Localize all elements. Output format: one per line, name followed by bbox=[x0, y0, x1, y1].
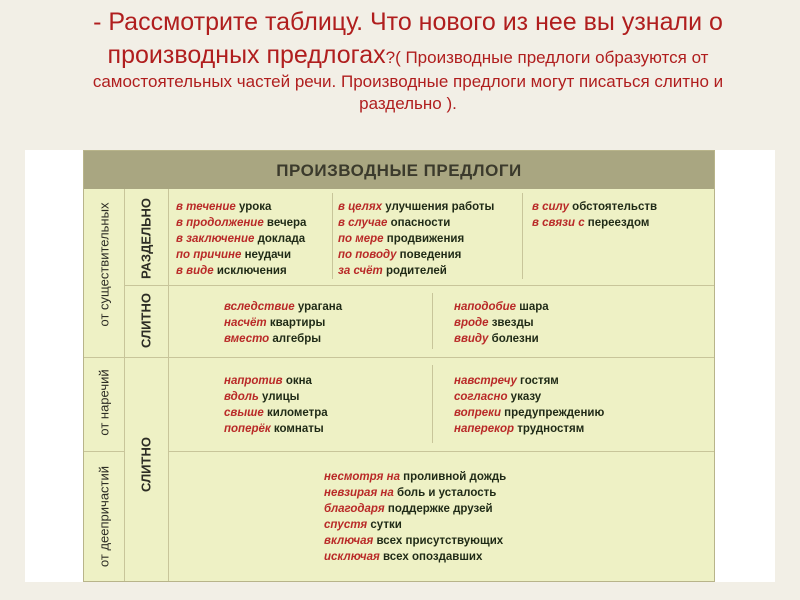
cell-separate-1 bbox=[176, 199, 306, 279]
dependent-word: квартиры bbox=[266, 317, 326, 329]
cell-separate-3 bbox=[532, 199, 657, 231]
preposition-example bbox=[324, 549, 506, 565]
divider bbox=[432, 293, 433, 349]
divider bbox=[168, 189, 169, 581]
dependent-word: болезни bbox=[488, 333, 539, 345]
preposition-example bbox=[454, 405, 604, 421]
preposition: в продолжение bbox=[176, 217, 264, 229]
preposition-example bbox=[338, 215, 494, 231]
dependent-word: поведения bbox=[396, 249, 462, 261]
dependent-word: всех присутствующих bbox=[373, 535, 504, 547]
preposition: свыше bbox=[224, 407, 264, 419]
preposition-example bbox=[224, 315, 342, 331]
dependent-word: вечера bbox=[263, 217, 307, 229]
divider bbox=[332, 193, 333, 279]
preposition: вследствие bbox=[224, 301, 295, 313]
cell-joint-nouns-2 bbox=[454, 299, 549, 347]
preposition-example bbox=[338, 231, 494, 247]
preposition-example bbox=[224, 421, 328, 437]
preposition: в заключение bbox=[176, 233, 255, 245]
preposition: по причине bbox=[176, 249, 242, 261]
divider bbox=[432, 365, 433, 443]
preposition-example bbox=[324, 469, 506, 485]
preposition-example bbox=[338, 199, 494, 215]
dependent-word: поддержке друзей bbox=[384, 503, 493, 515]
preposition-example bbox=[338, 263, 494, 279]
cell-gerunds bbox=[324, 469, 506, 565]
dependent-word: звезды bbox=[488, 317, 534, 329]
divider bbox=[124, 189, 125, 581]
dependent-word: неудачи bbox=[241, 249, 292, 261]
sub-label-separate: РАЗДЕЛЬНО bbox=[138, 198, 154, 279]
dependent-word: исключения bbox=[213, 265, 287, 277]
divider bbox=[168, 285, 714, 286]
dependent-word: родителей bbox=[382, 265, 447, 277]
preposition-example bbox=[532, 215, 657, 231]
preposition-example bbox=[176, 215, 306, 231]
heading-answer-start: ?( Производные предлоги образуются от bbox=[385, 47, 709, 67]
preposition-example bbox=[324, 485, 506, 501]
preposition-example bbox=[338, 247, 494, 263]
dependent-word: опасности bbox=[387, 217, 451, 229]
dependent-word: комнаты bbox=[270, 423, 324, 435]
dependent-word: всех опоздавших bbox=[379, 551, 483, 563]
sub-label-joint-nouns: СЛИТНО bbox=[138, 293, 154, 348]
preposition-example bbox=[454, 315, 549, 331]
dependent-word: сутки bbox=[367, 519, 402, 531]
dependent-word: боль и усталость bbox=[393, 487, 497, 499]
preposition: вопреки bbox=[454, 407, 501, 419]
preposition: несмотря на bbox=[324, 471, 400, 483]
divider bbox=[84, 357, 714, 358]
row-label-nouns: от существительных bbox=[96, 202, 112, 327]
dependent-word: километра bbox=[263, 407, 328, 419]
cell-joint-nouns-1 bbox=[224, 299, 342, 347]
preposition-example bbox=[224, 331, 342, 347]
heading-line-1: - Рассмотрите таблицу. Что нового из нее вы узнали о bbox=[93, 8, 723, 36]
dependent-word: проливной дождь bbox=[399, 471, 507, 483]
preposition: вроде bbox=[454, 317, 489, 329]
cell-adverbs-1 bbox=[224, 373, 328, 437]
dependent-word: улучшения работы bbox=[382, 201, 495, 213]
heading-line-4: раздельно ). bbox=[359, 94, 457, 114]
cell-separate-2 bbox=[338, 199, 494, 279]
dependent-word: урагана bbox=[294, 301, 343, 313]
preposition-example bbox=[176, 199, 306, 215]
preposition: наподобие bbox=[454, 301, 517, 313]
dependent-word: трудностям bbox=[514, 423, 585, 435]
heading-emphasis: производных предлогах bbox=[107, 40, 386, 69]
dependent-word: переездом bbox=[584, 217, 650, 229]
preposition-example bbox=[324, 533, 506, 549]
table-title: ПРОИЗВОДНЫЕ ПРЕДЛОГИ bbox=[84, 151, 714, 189]
dependent-word: указу bbox=[507, 391, 542, 403]
preposition: невзирая на bbox=[324, 487, 394, 499]
preposition: напротив bbox=[224, 375, 283, 387]
heading-line-3: самостоятельных частей речи. Производные предлоги могут писаться слитно и bbox=[92, 72, 724, 91]
preposition: насчёт bbox=[224, 317, 267, 329]
preposition-example bbox=[454, 373, 604, 389]
preposition: за счёт bbox=[338, 265, 383, 277]
preposition-example bbox=[176, 231, 306, 247]
heading-line-2 bbox=[28, 39, 788, 72]
preposition: в виде bbox=[176, 265, 214, 277]
divider bbox=[522, 193, 523, 279]
dependent-word: шара bbox=[516, 301, 549, 313]
preposition-example bbox=[454, 421, 604, 437]
preposition-example bbox=[224, 405, 328, 421]
preposition: поперёк bbox=[224, 423, 271, 435]
preposition: согласно bbox=[454, 391, 508, 403]
prepositions-table bbox=[83, 150, 715, 582]
preposition: вдоль bbox=[224, 391, 259, 403]
sub-label-joint-lower: СЛИТНО bbox=[138, 437, 154, 492]
dependent-word: алгебры bbox=[269, 333, 322, 345]
preposition-example bbox=[224, 299, 342, 315]
row-label-gerunds: от деепричастий bbox=[96, 465, 112, 568]
preposition-example bbox=[454, 299, 549, 315]
preposition: вместо bbox=[224, 333, 270, 345]
dependent-word: предупреждению bbox=[500, 407, 605, 419]
slide-heading bbox=[28, 6, 788, 115]
row-label-adverbs: от наречий bbox=[96, 369, 112, 436]
preposition-example bbox=[324, 501, 506, 517]
preposition: спустя bbox=[324, 519, 368, 531]
preposition: в случае bbox=[338, 217, 388, 229]
preposition: в целях bbox=[338, 201, 382, 213]
preposition: в силу bbox=[532, 201, 569, 213]
cell-adverbs-2 bbox=[454, 373, 604, 437]
preposition-example bbox=[224, 373, 328, 389]
preposition: навстречу bbox=[454, 375, 517, 387]
preposition: включая bbox=[324, 535, 374, 547]
dependent-word: доклада bbox=[254, 233, 306, 245]
dependent-word: продвижения bbox=[383, 233, 465, 245]
divider bbox=[168, 451, 714, 452]
preposition-example bbox=[224, 389, 328, 405]
preposition-example bbox=[176, 263, 306, 279]
preposition: исключая bbox=[324, 551, 380, 563]
preposition: благодаря bbox=[324, 503, 385, 515]
preposition: наперекор bbox=[454, 423, 515, 435]
dependent-word: окна bbox=[282, 375, 312, 387]
preposition-example bbox=[454, 331, 549, 347]
preposition-example bbox=[532, 199, 657, 215]
preposition-example bbox=[454, 389, 604, 405]
dependent-word: улицы bbox=[258, 391, 300, 403]
preposition: ввиду bbox=[454, 333, 489, 345]
preposition-example bbox=[176, 247, 306, 263]
dependent-word: гостям bbox=[516, 375, 559, 387]
preposition: по мере bbox=[338, 233, 384, 245]
preposition-example bbox=[324, 517, 506, 533]
preposition: в течение bbox=[176, 201, 236, 213]
preposition: по поводу bbox=[338, 249, 397, 261]
table-image-card bbox=[25, 150, 775, 582]
dependent-word: обстоятельств bbox=[568, 201, 658, 213]
dependent-word: урока bbox=[235, 201, 272, 213]
preposition: в связи с bbox=[532, 217, 585, 229]
